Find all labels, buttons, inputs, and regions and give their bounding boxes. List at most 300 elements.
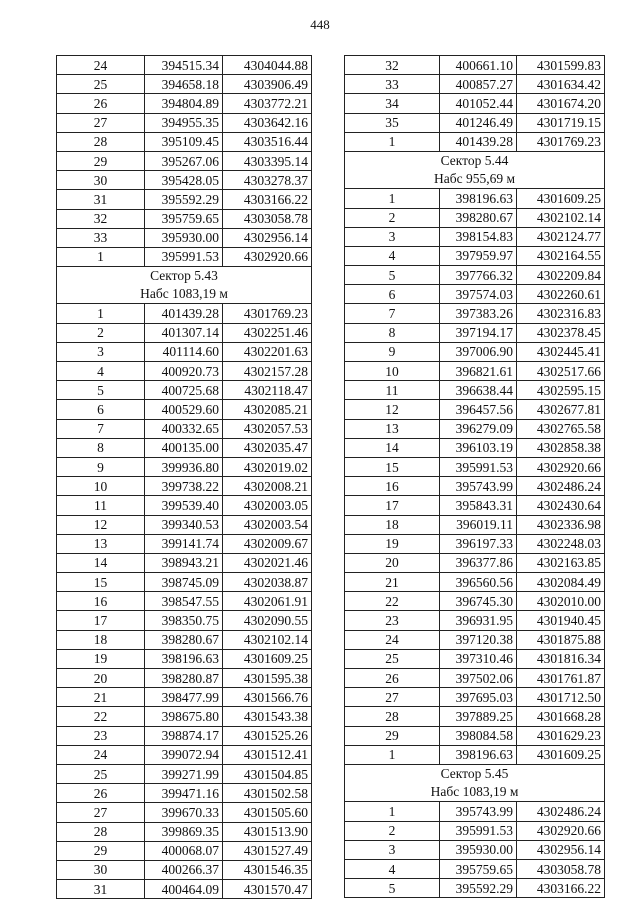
point-number-cell: 33 [345,75,440,94]
x-coordinate-cell: 397766.32 [440,266,517,285]
table-row [57,764,312,783]
point-number-cell: 22 [345,592,440,611]
table-row [57,784,312,803]
table-row [345,649,605,668]
y-coordinate-cell: 4302008.21 [223,477,312,496]
y-coordinate-cell: 4302084.49 [517,573,605,592]
x-coordinate-cell: 400464.09 [145,880,223,899]
y-coordinate-cell: 4302920.66 [517,821,605,840]
table-row [345,246,605,265]
x-coordinate-cell: 394804.89 [145,94,223,113]
table-row [345,75,605,94]
sector-length: Набс 1083,19 м [430,784,519,800]
point-number-cell: 19 [57,649,145,668]
point-number-cell: 29 [57,841,145,860]
table-row [57,630,312,649]
y-coordinate-cell: 4302009.67 [223,534,312,553]
y-coordinate-cell: 4301719.15 [517,113,605,132]
y-coordinate-cell: 4302486.24 [517,477,605,496]
table-row [345,688,605,707]
table-row [57,496,312,515]
y-coordinate-cell: 4302858.38 [517,438,605,457]
x-coordinate-cell: 397120.38 [440,630,517,649]
y-coordinate-cell: 4301875.88 [517,630,605,649]
y-coordinate-cell: 4301769.23 [223,304,312,323]
y-coordinate-cell: 4302765.58 [517,419,605,438]
x-coordinate-cell: 400529.60 [145,400,223,419]
y-coordinate-cell: 4303772.21 [223,94,312,113]
x-coordinate-cell: 395428.05 [145,171,223,190]
table-row [57,477,312,496]
x-coordinate-cell: 395267.06 [145,151,223,170]
y-coordinate-cell: 4301543.38 [223,707,312,726]
table-row [57,113,312,132]
x-coordinate-cell: 401439.28 [440,132,517,151]
point-number-cell: 32 [345,56,440,75]
x-coordinate-cell: 396457.56 [440,400,517,419]
table-row [345,802,605,821]
point-number-cell: 22 [57,707,145,726]
table-row [57,342,312,361]
point-number-cell: 3 [57,342,145,361]
point-number-cell: 11 [345,381,440,400]
y-coordinate-cell: 4301712.50 [517,688,605,707]
y-coordinate-cell: 4301769.23 [517,132,605,151]
point-number-cell: 14 [345,438,440,457]
sector-title: Сектор 5.45 [440,766,509,782]
y-coordinate-cell: 4301940.45 [517,611,605,630]
point-number-cell: 5 [57,381,145,400]
x-coordinate-cell: 398154.83 [440,227,517,246]
sector-length: Набс 955,69 м [433,171,516,187]
table-row [57,553,312,572]
y-coordinate-cell: 4301599.83 [517,56,605,75]
table-row [345,400,605,419]
y-coordinate-cell: 4302010.00 [517,592,605,611]
table-row [345,630,605,649]
y-coordinate-cell: 4301609.25 [223,649,312,668]
x-coordinate-cell: 395930.00 [440,840,517,859]
x-coordinate-cell: 400920.73 [145,362,223,381]
point-number-cell: 34 [345,94,440,113]
x-coordinate-cell: 396377.86 [440,553,517,572]
y-coordinate-cell: 4302157.28 [223,362,312,381]
point-number-cell: 12 [345,400,440,419]
x-coordinate-cell: 399271.99 [145,764,223,783]
x-coordinate-cell: 397383.26 [440,304,517,323]
x-coordinate-cell: 398745.09 [145,573,223,592]
y-coordinate-cell: 4301668.28 [517,707,605,726]
x-coordinate-cell: 400857.27 [440,75,517,94]
y-coordinate-cell: 4302209.84 [517,266,605,285]
point-number-cell: 27 [57,113,145,132]
y-coordinate-cell: 4303906.49 [223,75,312,94]
point-number-cell: 30 [57,171,145,190]
x-coordinate-cell: 398675.80 [145,707,223,726]
y-coordinate-cell: 4302090.55 [223,611,312,630]
y-coordinate-cell: 4301570.47 [223,880,312,899]
point-number-cell: 6 [57,400,145,419]
x-coordinate-cell: 398943.21 [145,553,223,572]
x-coordinate-cell: 398280.67 [145,630,223,649]
point-number-cell: 24 [345,630,440,649]
point-number-cell: 26 [57,784,145,803]
table-row [57,457,312,476]
y-coordinate-cell: 4301595.38 [223,669,312,688]
x-coordinate-cell: 400266.37 [145,860,223,879]
point-number-cell: 28 [57,822,145,841]
x-coordinate-cell: 399936.80 [145,457,223,476]
table-row [345,362,605,381]
table-row [57,400,312,419]
table-row [345,94,605,113]
table-row [345,840,605,859]
x-coordinate-cell: 398084.58 [440,726,517,745]
y-coordinate-cell: 4302430.64 [517,496,605,515]
point-number-cell: 29 [57,151,145,170]
point-number-cell: 25 [345,649,440,668]
y-coordinate-cell: 4302118.47 [223,381,312,400]
point-number-cell: 8 [57,438,145,457]
point-number-cell: 13 [57,534,145,553]
y-coordinate-cell: 4301634.42 [517,75,605,94]
point-number-cell: 23 [57,726,145,745]
y-coordinate-cell: 4304044.88 [223,56,312,75]
x-coordinate-cell: 400661.10 [440,56,517,75]
point-number-cell: 21 [345,573,440,592]
point-number-cell: 7 [345,304,440,323]
y-coordinate-cell: 4303166.22 [223,190,312,209]
y-coordinate-cell: 4302061.91 [223,592,312,611]
table-row [57,649,312,668]
table-row [57,419,312,438]
x-coordinate-cell: 398350.75 [145,611,223,630]
y-coordinate-cell: 4303058.78 [517,859,605,878]
point-number-cell: 16 [57,592,145,611]
y-coordinate-cell: 4302164.55 [517,246,605,265]
y-coordinate-cell: 4302035.47 [223,438,312,457]
y-coordinate-cell: 4301761.87 [517,669,605,688]
table-row [345,745,605,764]
y-coordinate-cell: 4302102.14 [223,630,312,649]
y-coordinate-cell: 4302102.14 [517,208,605,227]
x-coordinate-cell: 394515.34 [145,56,223,75]
x-coordinate-cell: 397574.03 [440,285,517,304]
table-row [345,304,605,323]
y-coordinate-cell: 4301609.25 [517,189,605,208]
y-coordinate-cell: 4303642.16 [223,113,312,132]
point-number-cell: 1 [57,304,145,323]
y-coordinate-cell: 4303395.14 [223,151,312,170]
table-row [345,189,605,208]
table-row [57,75,312,94]
table-row [57,247,312,266]
table-row [345,342,605,361]
y-coordinate-cell: 4301513.90 [223,822,312,841]
y-coordinate-cell: 4302956.14 [517,840,605,859]
x-coordinate-cell: 398196.63 [145,649,223,668]
point-number-cell: 20 [57,669,145,688]
table-row [345,573,605,592]
x-coordinate-cell: 395759.65 [440,859,517,878]
y-coordinate-cell: 4302003.54 [223,515,312,534]
y-coordinate-cell: 4301609.25 [517,745,605,764]
point-number-cell: 9 [345,342,440,361]
table-row [345,266,605,285]
y-coordinate-cell: 4302517.66 [517,362,605,381]
point-number-cell: 9 [57,457,145,476]
x-coordinate-cell: 400332.65 [145,419,223,438]
x-coordinate-cell: 397006.90 [440,342,517,361]
y-coordinate-cell: 4301512.41 [223,745,312,764]
table-row [57,151,312,170]
table-row [57,592,312,611]
table-row [57,228,312,247]
x-coordinate-cell: 396197.33 [440,534,517,553]
x-coordinate-cell: 399471.16 [145,784,223,803]
point-number-cell: 1 [345,132,440,151]
table-row [345,113,605,132]
table-row [57,707,312,726]
x-coordinate-cell: 394955.35 [145,113,223,132]
x-coordinate-cell: 396821.61 [440,362,517,381]
y-coordinate-cell: 4302920.66 [223,247,312,266]
point-number-cell: 4 [345,859,440,878]
point-number-cell: 32 [57,209,145,228]
x-coordinate-cell: 394658.18 [145,75,223,94]
y-coordinate-cell: 4303166.22 [517,879,605,898]
x-coordinate-cell: 397502.06 [440,669,517,688]
point-number-cell: 25 [57,75,145,94]
table-row [57,822,312,841]
y-coordinate-cell: 4301527.49 [223,841,312,860]
table-row [57,880,312,899]
point-number-cell: 18 [345,515,440,534]
y-coordinate-cell: 4302260.61 [517,285,605,304]
table-row [57,438,312,457]
x-coordinate-cell: 399670.33 [145,803,223,822]
y-coordinate-cell: 4303516.44 [223,132,312,151]
y-coordinate-cell: 4302251.46 [223,323,312,342]
table-row [57,745,312,764]
y-coordinate-cell: 4302085.21 [223,400,312,419]
table-row [345,477,605,496]
table-row [345,496,605,515]
table-row [345,669,605,688]
x-coordinate-cell: 398196.63 [440,745,517,764]
point-number-cell: 28 [345,707,440,726]
table-row [345,611,605,630]
table-row [57,669,312,688]
y-coordinate-cell: 4302003.05 [223,496,312,515]
point-number-cell: 5 [345,266,440,285]
point-number-cell: 26 [57,94,145,113]
table-row [57,860,312,879]
point-number-cell: 10 [57,477,145,496]
y-coordinate-cell: 4302595.15 [517,381,605,400]
x-coordinate-cell: 396103.19 [440,438,517,457]
point-number-cell: 27 [57,803,145,822]
table-row [57,841,312,860]
table-row [57,94,312,113]
x-coordinate-cell: 397695.03 [440,688,517,707]
coordinates-table-right [344,55,605,898]
point-number-cell: 2 [345,208,440,227]
x-coordinate-cell: 399539.40 [145,496,223,515]
x-coordinate-cell: 395743.99 [440,802,517,821]
y-coordinate-cell: 4301566.76 [223,688,312,707]
table-row [345,208,605,227]
y-coordinate-cell: 4302038.87 [223,573,312,592]
x-coordinate-cell: 398547.55 [145,592,223,611]
x-coordinate-cell: 395991.53 [440,457,517,476]
y-coordinate-cell: 4302445.41 [517,342,605,361]
point-number-cell: 24 [57,745,145,764]
x-coordinate-cell: 397194.17 [440,323,517,342]
point-number-cell: 21 [57,688,145,707]
point-number-cell: 28 [57,132,145,151]
x-coordinate-cell: 396931.95 [440,611,517,630]
table-row [345,285,605,304]
point-number-cell: 8 [345,323,440,342]
y-coordinate-cell: 4302486.24 [517,802,605,821]
x-coordinate-cell: 395991.53 [145,247,223,266]
x-coordinate-cell: 396560.56 [440,573,517,592]
table-row [345,534,605,553]
x-coordinate-cell: 398477.99 [145,688,223,707]
point-number-cell: 31 [57,190,145,209]
y-coordinate-cell: 4302378.45 [517,323,605,342]
x-coordinate-cell: 400725.68 [145,381,223,400]
table-row [345,438,605,457]
table-row [345,821,605,840]
point-number-cell: 3 [345,227,440,246]
table-row [57,362,312,381]
table-row [57,688,312,707]
point-number-cell: 15 [57,573,145,592]
sector-length: Набс 1083,19 м [140,286,228,302]
y-coordinate-cell: 4302019.02 [223,457,312,476]
table-row [57,304,312,323]
table-row [57,611,312,630]
y-coordinate-cell: 4303058.78 [223,209,312,228]
y-coordinate-cell: 4301504.85 [223,764,312,783]
point-number-cell: 12 [57,515,145,534]
table-row [57,726,312,745]
point-number-cell: 4 [57,362,145,381]
y-coordinate-cell: 4302677.81 [517,400,605,419]
x-coordinate-cell: 399340.53 [145,515,223,534]
x-coordinate-cell: 401114.60 [145,342,223,361]
x-coordinate-cell: 395759.65 [145,209,223,228]
x-coordinate-cell: 401439.28 [145,304,223,323]
y-coordinate-cell: 4301816.34 [517,649,605,668]
point-number-cell: 25 [57,764,145,783]
sector-header-row [345,764,605,801]
table-row [57,56,312,75]
table-row [345,553,605,572]
y-coordinate-cell: 4301525.26 [223,726,312,745]
point-number-cell: 14 [57,553,145,572]
table-row [345,323,605,342]
point-number-cell: 6 [345,285,440,304]
sector-header [345,151,605,188]
y-coordinate-cell: 4302920.66 [517,457,605,476]
y-coordinate-cell: 4302124.77 [517,227,605,246]
sector-title: Сектор 5.44 [440,153,509,169]
table-row [345,707,605,726]
table-row [57,381,312,400]
point-number-cell: 15 [345,457,440,476]
x-coordinate-cell: 395592.29 [145,190,223,209]
coordinates-table-left [56,55,312,899]
table-row [345,419,605,438]
point-number-cell: 1 [345,745,440,764]
table-row [57,534,312,553]
point-number-cell: 3 [345,840,440,859]
point-number-cell: 35 [345,113,440,132]
table-row [345,227,605,246]
point-number-cell: 11 [57,496,145,515]
y-coordinate-cell: 4302201.63 [223,342,312,361]
x-coordinate-cell: 398280.87 [145,669,223,688]
point-number-cell: 16 [345,477,440,496]
x-coordinate-cell: 396745.30 [440,592,517,611]
point-number-cell: 1 [345,189,440,208]
point-number-cell: 27 [345,688,440,707]
point-number-cell: 30 [57,860,145,879]
x-coordinate-cell: 399072.94 [145,745,223,764]
table-row [345,56,605,75]
point-number-cell: 23 [345,611,440,630]
table-row [345,132,605,151]
sector-header-row [345,151,605,188]
table-row [57,803,312,822]
x-coordinate-cell: 401246.49 [440,113,517,132]
x-coordinate-cell: 395843.31 [440,496,517,515]
table-row [57,209,312,228]
x-coordinate-cell: 401307.14 [145,323,223,342]
y-coordinate-cell: 4303278.37 [223,171,312,190]
y-coordinate-cell: 4302057.53 [223,419,312,438]
y-coordinate-cell: 4301505.60 [223,803,312,822]
table-row [57,132,312,151]
y-coordinate-cell: 4302248.03 [517,534,605,553]
x-coordinate-cell: 397889.25 [440,707,517,726]
point-number-cell: 2 [57,323,145,342]
y-coordinate-cell: 4302316.83 [517,304,605,323]
x-coordinate-cell: 399738.22 [145,477,223,496]
point-number-cell: 10 [345,362,440,381]
y-coordinate-cell: 4301502.58 [223,784,312,803]
point-number-cell: 20 [345,553,440,572]
x-coordinate-cell: 395991.53 [440,821,517,840]
table-row [345,381,605,400]
table-row [345,515,605,534]
x-coordinate-cell: 400068.07 [145,841,223,860]
sector-header-row [57,267,312,304]
x-coordinate-cell: 395743.99 [440,477,517,496]
x-coordinate-cell: 398196.63 [440,189,517,208]
sector-header [345,764,605,801]
table-row [57,323,312,342]
point-number-cell: 33 [57,228,145,247]
x-coordinate-cell: 395109.45 [145,132,223,151]
y-coordinate-cell: 4302021.46 [223,553,312,572]
point-number-cell: 2 [345,821,440,840]
x-coordinate-cell: 395930.00 [145,228,223,247]
point-number-cell: 24 [57,56,145,75]
